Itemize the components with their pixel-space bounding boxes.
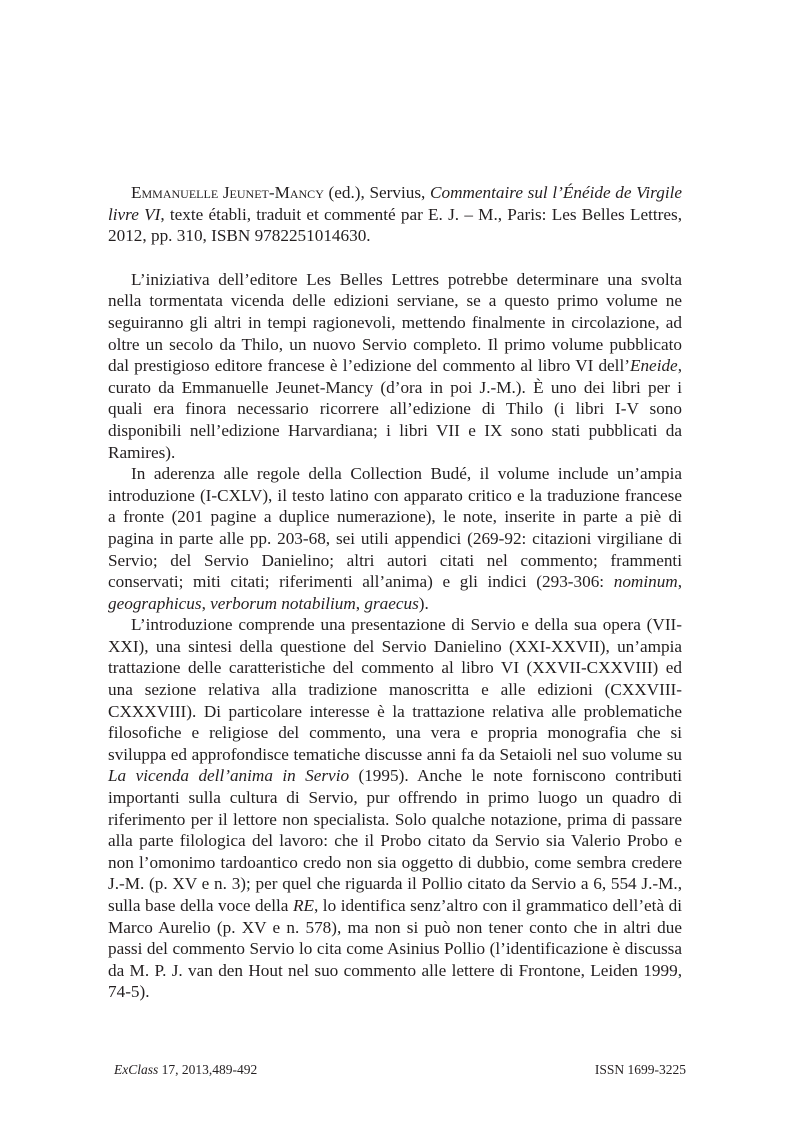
citation-details: , texte établi, traduit et commenté par E. J. – M., Paris: Les Belles Lettres, 2012, pp. 310, ISBN 9782251014630. (108, 204, 682, 246)
citation-author: Emmanuelle Jeunet-Mancy (131, 183, 324, 202)
bibliographic-citation (108, 182, 682, 247)
page-footer (114, 1062, 686, 1078)
paragraph-1-italic: Eneide (629, 356, 678, 376)
paragraph-2 (108, 463, 682, 614)
paragraph-3 (108, 614, 682, 1003)
paragraph-1-text-a: L’iniziativa dell’editore Les Belles Lettres potrebbe determinare una svolta nella tormentata vicenda delle edizioni serviane, se a questo primo volume ne seguiranno gli altri in tempi ragionevoli, mettendo finalmente in circolazione, ad oltre un secolo da Thilo, un nuovo Servio completo. Il primo volume pubblicato dal prestigioso editore francese è l’edizione del commento al libro VI dell’ (108, 269, 682, 376)
footer-journal-ref (114, 1062, 257, 1078)
index-geographicus: geographicus (108, 593, 202, 613)
citation-title: Commentaire sul l’Énéide de Virgile livre VI (108, 183, 682, 224)
index-graecus: graecus (364, 593, 419, 613)
index-verborum: verborum notabilium (210, 593, 356, 613)
citation-editor-mark: (ed.), Servius, (323, 183, 431, 202)
paragraph-3-italic-title: La vicenda dell’anima in Servio (108, 766, 350, 786)
paragraph-2-end: ). (418, 593, 429, 613)
footer-issn: ISSN 1699-3225 (594, 1062, 686, 1077)
review-page (108, 182, 682, 1003)
paragraph-2-text-a: In aderenza alle regole della Collection Budé, il volume include un’ampia introduzione (I-CXLV), il testo latino con apparato critico e la traduzione francese a fronte (201 pagine a duplice numerazione), le note, inserite in parte a piè di pagina in parte alle pp. 203-68, sei utili appendici (269-92: citazioni virgiliane di Servio; del Servio Danielino; altri autori citati nel commento; frammenti conservati; miti citati; riferimenti all’anima) e gli indici (293-306: (108, 464, 682, 592)
paragraph-3-text-a: L’introduzione comprende una presentazione di Servio e della sua opera (VII-XXI), una sintesi della questione del Servio Danielino (XXI-XXVII), un’ampia trattazione delle caratteristiche del commento al libro VI (XXVII-CXXVIII) ed una sezione relativa alla tradizione manoscritta e alle edizioni (CXXVIII-CXXXVIII). Di particolare interesse è la trattazione relativa alle problematiche filosofiche e religiose del commento, una vera e propria monografia che si sviluppa ed approfondisce tematiche discusse anni fa da Setaioli nel suo volume su (108, 615, 682, 764)
paragraph-3-text-b: (1995). Anche le note forniscono contributi importanti sulla cultura di Servio, pur offrendo in primo luogo un quadro di riferimento per il lettore non specialista. Solo qualche notazione, prima di passare alla parte filologica del lavoro: che il Probo citato da Servio sia Valerio Probo e non l’omonimo tardoantico credo non sia oggetto di dubbio, come sembra credere J.-M. (p. XV e n. 3); per quel che riguarda il Pollio citato da Servio a 6, 554 J.-M., sulla base della voce della (108, 766, 682, 915)
journal-issue: 17, 2013,489-492 (158, 1062, 258, 1077)
paragraph-3-italic-re: RE (292, 896, 314, 915)
paragraph-3-text-c: , lo identifica senz’altro con il grammatico dell’età di Marco Aurelio (p. XV e n. 578), ma non si può non tener conto che in altri due passi del commento Servio lo cita come Asinius Pollio (l’identificazione è discussa da M. P. J. van den Hout nel suo commento alle lettere di Frontone, Leiden 1999, 74-5). (108, 896, 682, 1002)
paragraph-1 (108, 269, 682, 463)
journal-name: ExClass (114, 1062, 159, 1077)
paragraph-1-text-b: , curato da Emmanuelle Jeunet-Mancy (d’ora in poi J.-M.). È uno dei libri per i quali era finora necessario ricorrere all’edizione di Thilo (i libri I-V sono disponibili nell’edizione Harvardiana; i libri VII e IX sono stati pubblicati da Ramires). (108, 356, 682, 462)
separator: , (201, 593, 211, 613)
index-nominum: nominum (613, 572, 678, 592)
separator: , (677, 572, 682, 592)
separator: , (355, 593, 365, 613)
